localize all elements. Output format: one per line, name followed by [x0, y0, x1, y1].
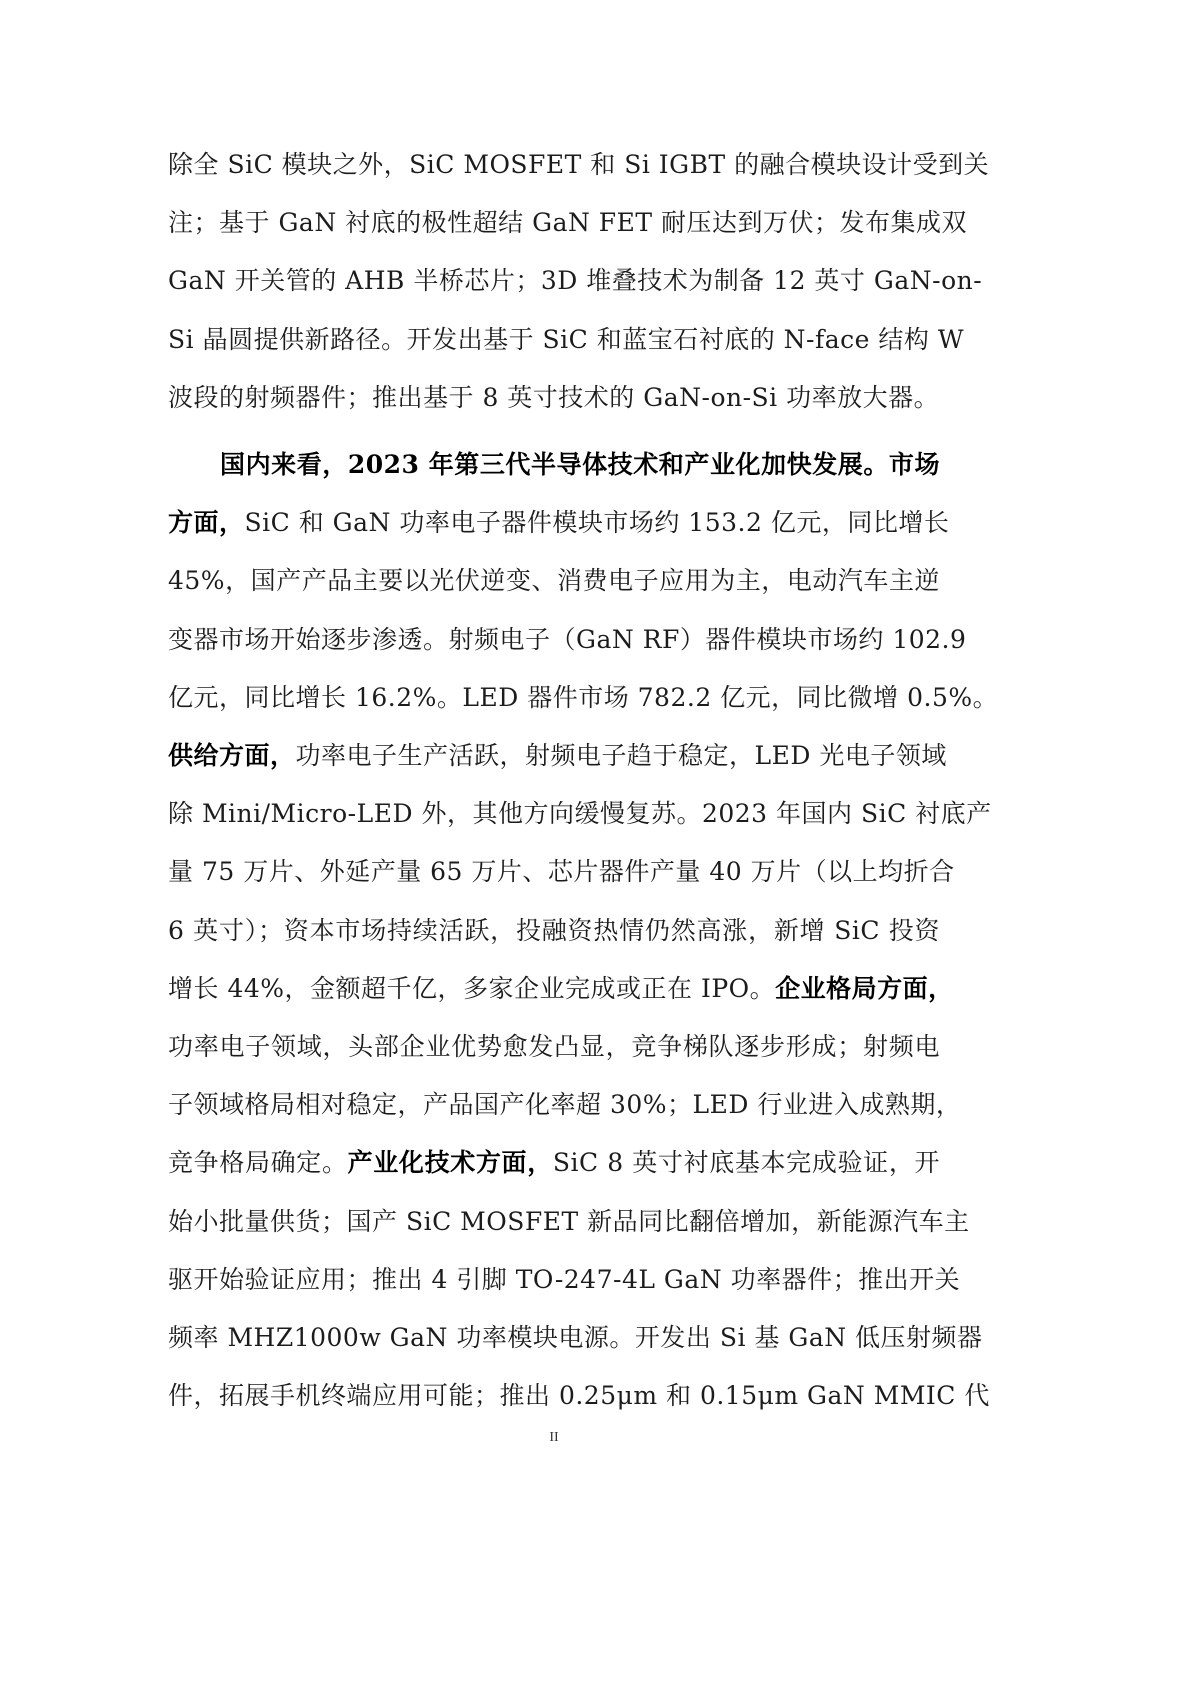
text-line	[168, 1260, 961, 1300]
body-text: 量 75 万片、外延产量 65 万片、芯片器件产量 40 万片（以上均折合	[168, 857, 955, 887]
text-line	[168, 1027, 940, 1067]
text-line	[220, 445, 940, 485]
text-line	[168, 1318, 983, 1358]
body-text: 驱开始验证应用；推出 4 引脚 TO-247-4L GaN 功率器件；推出开关	[168, 1264, 961, 1294]
body-text: 竞争格局确定。	[168, 1148, 348, 1178]
text-line	[168, 1376, 990, 1416]
text-line	[168, 852, 955, 892]
text-line	[168, 320, 965, 360]
body-text: 子领域格局相对稳定，产品国产化率超 30%；LED 行业进入成熟期，	[168, 1090, 962, 1120]
body-text: 件，拓展手机终端应用可能；推出 0.25μm 和 0.15μm GaN MMIC 代	[168, 1381, 990, 1411]
body-text: GaN 开关管的 AHB 半桥芯片；3D 堆叠技术为制备 12 英寸 GaN-on-	[168, 266, 983, 296]
text-line	[168, 1085, 962, 1125]
text-line	[168, 1202, 970, 1242]
text-line	[168, 911, 940, 951]
body-text: 增长 44%，金额超千亿，多家企业完成或正在 IPO。	[168, 973, 776, 1003]
text-line	[168, 969, 954, 1009]
text-line	[168, 378, 940, 418]
text-line	[168, 678, 999, 718]
bold-heading-text: 产业化技术方面，	[347, 1148, 553, 1178]
body-text: Si 晶圆提供新路径。开发出基于 SiC 和蓝宝石衬底的 N-face 结构 W	[168, 324, 965, 354]
body-text: 除全 SiC 模块之外，SiC MOSFET 和 Si IGBT 的融合模块设计受到关	[168, 150, 990, 179]
body-text: 功率电子领域，头部企业优势愈发凸显，竞争梯队逐步形成；射频电	[168, 1032, 940, 1061]
body-text: 6 英寸）；资本市场持续活跃，投融资热情仍然高涨，新增 SiC 投资	[168, 915, 940, 945]
body-text: 除 Mini/Micro-LED 外，其他方向缓慢复苏。2023 年国内 SiC 衬底产	[168, 799, 992, 829]
body-text: 功率电子生产活跃，射频电子趋于稳定，LED 光电子领域	[295, 741, 947, 770]
text-line	[168, 1143, 940, 1183]
bold-heading-text: 供给方面，	[168, 741, 296, 770]
body-text: 变器市场开始逐步渗透。射频电子（GaN RF）器件模块市场约 102.9	[168, 624, 967, 654]
text-line	[168, 145, 990, 185]
page-number: II	[549, 1430, 559, 1445]
text-line	[168, 561, 940, 601]
text-line	[168, 203, 968, 243]
body-text: 注；基于 GaN 衬底的极性超结 GaN FET 耐压达到万伏；发布集成双	[168, 208, 968, 238]
body-text: 始小批量供货；国产 SiC MOSFET 新品同比翻倍增加，新能源汽车主	[168, 1206, 970, 1236]
body-text: SiC 8 英寸衬底基本完成验证，开	[552, 1148, 940, 1178]
body-text: 波段的射频器件；推出基于 8 英寸技术的 GaN-on-Si 功率放大器。	[168, 382, 940, 412]
body-text: SiC 和 GaN 功率电子器件模块市场约 153.2 亿元，同比增长	[244, 508, 950, 538]
text-line	[168, 261, 983, 301]
body-text: 45%，国产产品主要以光伏逆变、消费电子应用为主，电动汽车主逆	[168, 566, 940, 596]
bold-heading-text: 国内来看，2023 年第三代半导体技术和产业化加快发展。市场	[220, 450, 940, 479]
bold-heading-text: 企业格局方面，	[775, 973, 954, 1003]
bold-heading-text: 方面，	[168, 508, 245, 538]
text-line	[168, 794, 992, 834]
body-text: 频率 MHZ1000w GaN 功率模块电源。开发出 Si 基 GaN 低压射频器	[168, 1323, 983, 1352]
text-line	[168, 620, 967, 660]
text-line	[168, 736, 947, 776]
text-line	[168, 503, 950, 543]
body-text: 亿元，同比增长 16.2%。LED 器件市场 782.2 亿元，同比微增 0.5%。	[168, 682, 999, 712]
